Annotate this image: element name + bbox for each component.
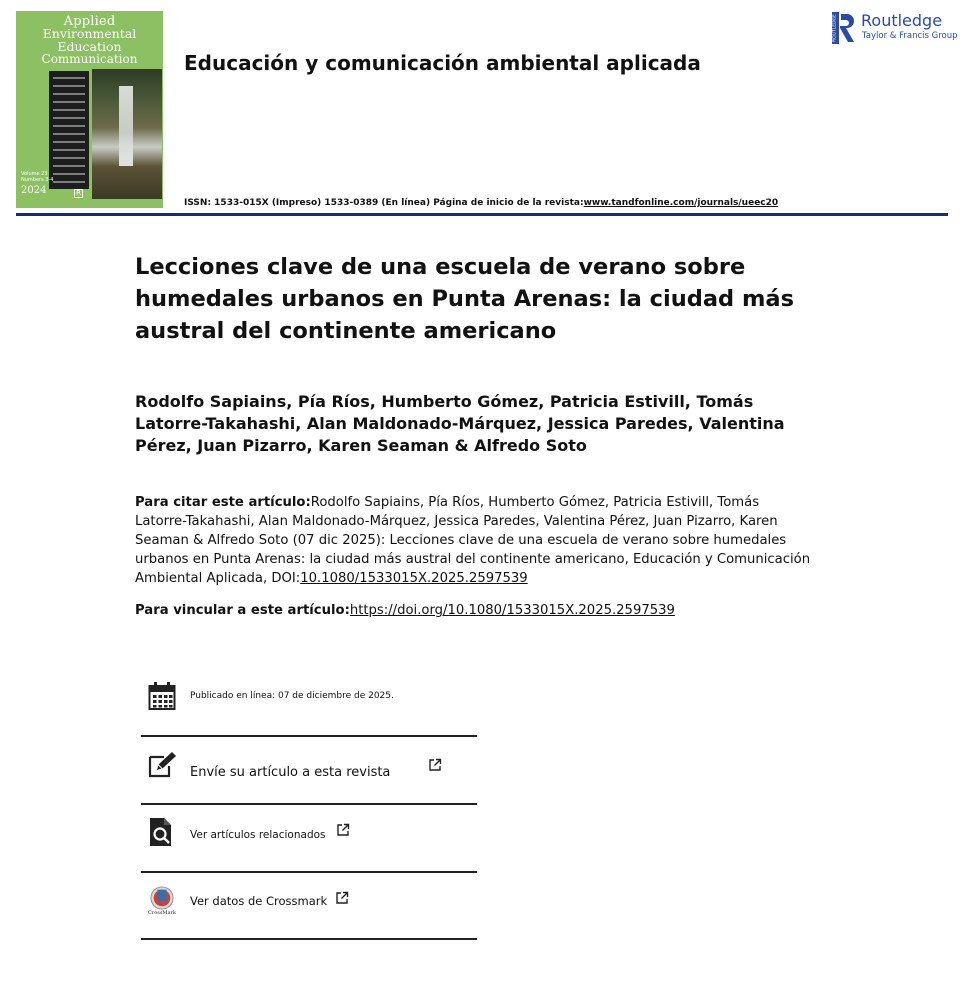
journal-title: Educación y comunicación ambiental aplicada: [184, 51, 701, 75]
cover-publisher-mark: R: [74, 189, 83, 198]
article-authors: Rodolfo Sapiains, Pía Ríos, Humberto Gómez, Patricia Estivill, Tomás Latorre-Takahashi, Alan Maldonado-Márquez, Jessica Paredes, Valentina Pérez, Juan Pizarro, Karen Seaman & Alfredo Soto: [135, 392, 785, 455]
article-title: Lecciones clave de una escuela de verano sobre humedales urbanos en Punta Arenas: la ciudad más austral del continente americano: [135, 254, 794, 344]
article-link-block: [135, 601, 835, 620]
article-doi-url[interactable]: https://doi.org/10.1080/1533015X.2025.2597539: [349, 603, 675, 618]
external-link-icon: [336, 823, 350, 837]
crossmark-icon: CrossMark: [147, 886, 177, 916]
citation-block: [135, 493, 815, 588]
related-articles-row[interactable]: [141, 815, 477, 849]
publisher-name: Routledge: [861, 11, 943, 30]
submit-article-link[interactable]: Envíe su artículo a esta revista: [190, 764, 391, 780]
doi-link[interactable]: 10.1080/1533015X.2025.2597539: [300, 571, 528, 586]
routledge-logo[interactable]: [832, 12, 856, 48]
journal-cover: [16, 11, 163, 208]
calendar-icon: [147, 681, 177, 711]
divider: [141, 803, 477, 805]
link-label: Para vincular a este artículo:: [135, 603, 350, 618]
header-rule: [16, 213, 948, 216]
related-articles-link[interactable]: Ver artículos relacionados: [190, 829, 326, 841]
published-date: Publicado en línea: 07 de diciembre de 2025.: [190, 691, 394, 701]
routledge-r-icon: [832, 12, 856, 44]
publisher-subtitle: Taylor & Francis Group: [862, 31, 958, 41]
svg-text:ROUTLEDGE: ROUTLEDGE: [832, 14, 838, 42]
journal-homepage-link[interactable]: www.tandfonline.com/journals/ueec20: [583, 198, 779, 208]
crossmark-link[interactable]: Ver datos de Crossmark: [190, 894, 328, 908]
divider: [141, 871, 477, 873]
crossmark-row[interactable]: [141, 883, 477, 919]
external-link-icon: [428, 758, 442, 772]
cover-waterfall: [119, 86, 133, 166]
divider: [141, 735, 477, 737]
citation-text: Rodolfo Sapiains, Pía Ríos, Humberto Gómez, Patricia Estivill, Tomás Latorre-Takahashi, Alan Maldonado-Márquez, Jessica Paredes, Valentina Pérez, Juan Pizarro, Karen Seaman & Alfredo Soto (07 dic 2025): Lecciones clave de una escuela de verano sobre humedales urbanos en Punta Arenas: la ciudad más austral del continente americano, Educación y Comunicación Ambiental Aplicada, DOI:: [135, 495, 811, 586]
cover-contents-panel: [49, 71, 89, 189]
external-link-icon: [335, 891, 349, 905]
published-online-row: [141, 680, 477, 712]
edit-icon: [147, 750, 177, 780]
cover-title: Applied Environmental Education Communication: [41, 14, 138, 66]
document-search-icon: [147, 817, 177, 847]
issn-line: ISSN: 1533-015X (Impreso) 1533-0389 (En línea) Página de inicio de la revista:www.tandfonline.com/journals/ueec20: [184, 198, 779, 208]
citation-label: Para citar este artículo:: [135, 495, 311, 510]
cover-volume: Volume 23 Numbers 3-4: [21, 171, 54, 183]
cover-year: 2024: [21, 185, 47, 196]
submit-article-row[interactable]: [141, 745, 477, 785]
divider: [141, 938, 477, 940]
